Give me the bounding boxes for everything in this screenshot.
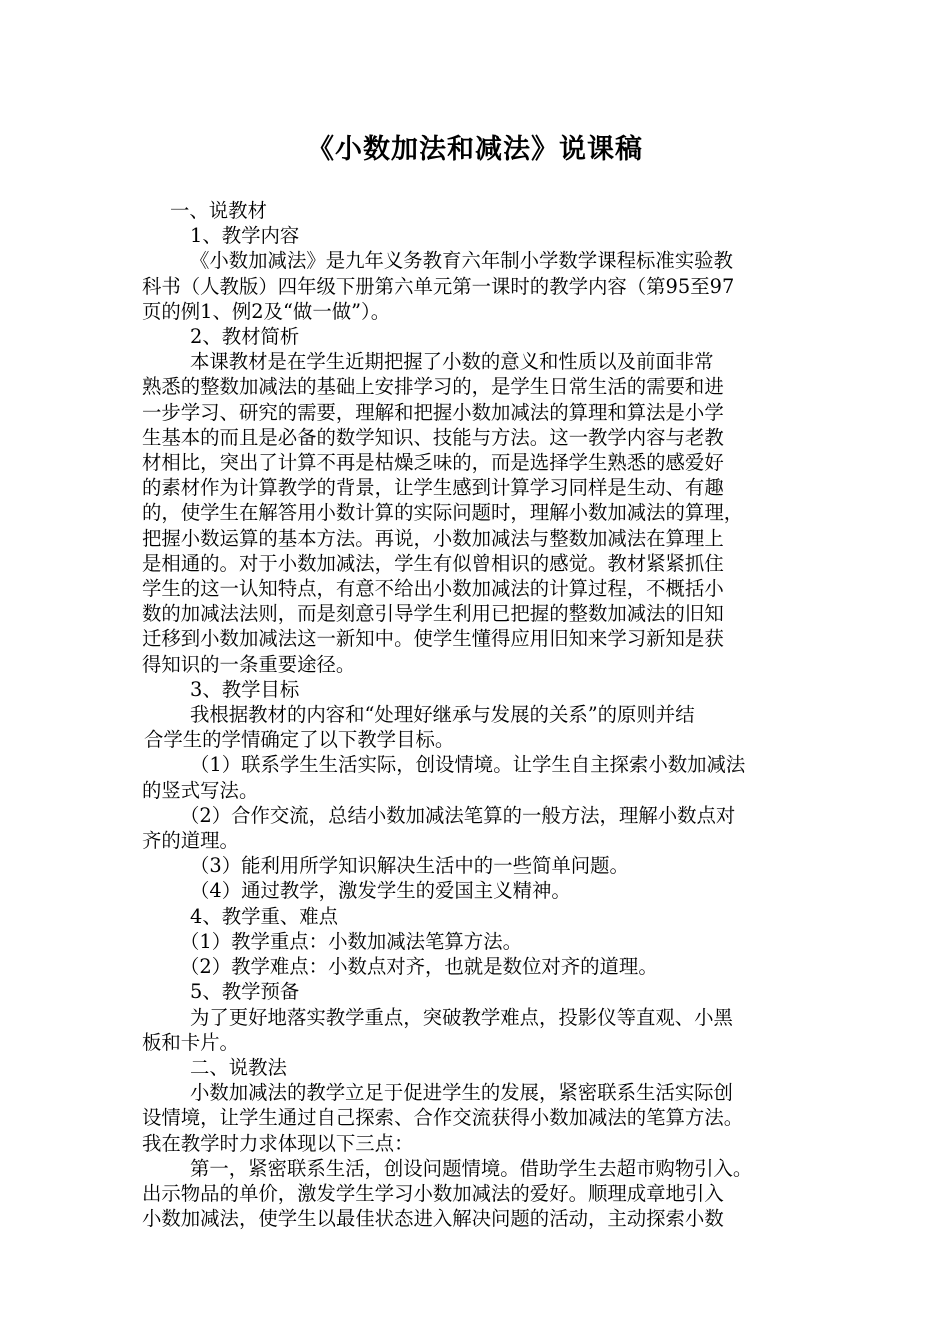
- document-body: [142, 198, 810, 1231]
- subsection-heading: 3、教学目标: [190, 677, 300, 701]
- paragraph-line: 把握小数运算的基本方法。再说，小数加减法与整数加减法在算理上: [142, 526, 724, 550]
- section-heading: 二、说教法: [190, 1055, 287, 1079]
- subsection-heading: 4、教学重、难点: [190, 904, 339, 928]
- paragraph-line: 材相比，突出了计算不再是枯燥乏味的，而是选择学生熟悉的感爱好: [142, 451, 724, 475]
- paragraph-line: 科书（人教版）四年级下册第六单元第一课时的教学内容（第95至97: [142, 274, 735, 298]
- paragraph-line: 小数加减法的教学立足于促进学生的发展，紧密联系生活实际创: [190, 1081, 733, 1105]
- paragraph-line: 页的例1、例2及“做一做”）。: [142, 299, 391, 323]
- paragraph-line: 设情境，让学生通过自己探索、合作交流获得小数加减法的笔算方法。: [142, 1106, 744, 1130]
- list-item: （2）教学难点：小数点对齐，也就是数位对齐的道理。: [180, 955, 658, 979]
- subsection-heading: 2、教材简析: [190, 325, 300, 349]
- paragraph-line: 的素材作为计算教学的背景，让学生感到计算学习同样是生动、有趣: [142, 476, 724, 500]
- paragraph-line: 为了更好地落实教学重点，突破教学难点，投影仪等直观、小黑: [190, 1005, 733, 1029]
- section-heading: 一、说教材: [170, 199, 267, 222]
- paragraph-line: 小数加减法，使学生以最佳状态进入解决问题的活动，主动探索小数: [142, 1207, 724, 1231]
- list-item: （2）合作交流，总结小数加减法笔算的一般方法，理解小数点对: [180, 803, 736, 827]
- list-item: （1）教学重点：小数加减法笔算方法。: [180, 929, 522, 953]
- paragraph-line: 的，使学生在解答用小数计算的实际问题时，理解小数加减法的算理，: [142, 501, 744, 525]
- paragraph-line: 生基本的而且是必备的数学知识、技能与方法。这一教学内容与老教: [142, 425, 724, 449]
- subsection-heading: 1、教学内容: [190, 224, 300, 248]
- paragraph-line: 迁移到小数加减法这一新知中。使学生懂得应用旧知来学习新知是获: [142, 627, 724, 651]
- paragraph-line: 出示物品的单价，激发学生学习小数加减法的爱好。顺理成章地引入: [142, 1181, 724, 1205]
- paragraph-line: 《小数加减法》是九年义务教育六年制小学数学课程标准实验教: [190, 249, 733, 273]
- subsection-heading: 5、教学预备: [190, 980, 300, 1004]
- paragraph-line: 我根据教材的内容和“处理好继承与发展的关系”的原则并结: [190, 703, 695, 727]
- paragraph-line: 数的加减法法则，而是刻意引导学生利用已把握的整数加减法的旧知: [142, 602, 724, 626]
- paragraph-line: 齐的道理。: [142, 829, 239, 853]
- paragraph-line: 一步学习、研究的需要，理解和把握小数加减法的算理和算法是小学: [142, 400, 724, 424]
- paragraph-line: 熟悉的整数加减法的基础上安排学习的，是学生日常生活的需要和进: [142, 375, 724, 399]
- paragraph-line: 板和卡片。: [142, 1030, 239, 1054]
- paragraph-line: 第一，紧密联系生活，创设问题情境。借助学生去超市购物引入。: [190, 1156, 753, 1180]
- paragraph-line: 的竖式写法。: [142, 778, 259, 802]
- paragraph-line: 得知识的一条重要途径。: [142, 652, 356, 676]
- paragraph-line: 合学生的学情确定了以下教学目标。: [144, 728, 455, 752]
- paragraph-line: 是相通的。对于小数加减法，学生有似曾相识的感觉。教材紧紧抓住: [142, 551, 724, 575]
- paragraph-line: 学生的这一认知特点，有意不给出小数加减法的计算过程，不概括小: [142, 577, 724, 601]
- list-item: （3）能利用所学知识解决生活中的一些简单问题。: [190, 854, 629, 878]
- paragraph-line: 我在教学时力求体现以下三点：: [142, 1131, 414, 1155]
- list-item: （1）联系学生生活实际，创设情境。让学生自主探索小数加减法: [190, 753, 746, 777]
- document-title: 《小数加法和减法》说课稿: [307, 134, 643, 165]
- list-item: （4）通过教学，激发学生的爱国主义精神。: [190, 879, 571, 903]
- paragraph-line: 本课教材是在学生近期把握了小数的意义和性质以及前面非常: [190, 350, 714, 374]
